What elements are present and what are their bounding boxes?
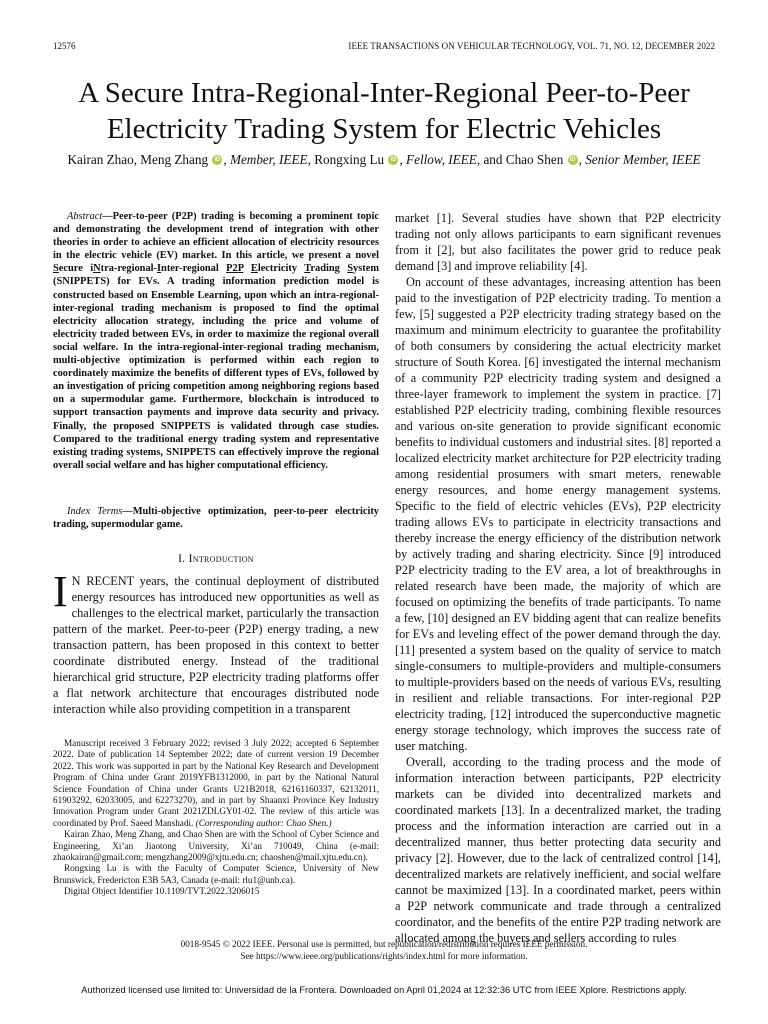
footnote-text: Manuscript received 3 February 2022; revised 3 July 2022; accepted 6 September 2022. Date of publication 14 September 2022; date of current version 19 December 2022. This work was supported in part by the National Key Research and Development Program of China under Grant 2019YFB1312000, in part by the National Natural Science Foundation of China under Grants U21B2018, 62161160337, 62132011, 61903292, 62033005, and 62273270), and in part by Shaanxi Province Key Industry Innovation Program under Grant 2021ZDLGY01-02. The review of this article was coordinated by Prof. Saeed Manshadi.	[53, 738, 379, 828]
abstract-label: Abstract	[67, 211, 103, 222]
intro-text: N RECENT years, the continual deployment of distributed energy resources has introduced new opportunities as well as challenges to the electrical market, particularly the transaction pattern of the market. Peer-to-peer (P2P) energy trading, a new transaction pattern, has been proposed in this context to better coordinate distributed energy. Instead of the traditional hierarchical grid structure, P2P electricity trading platforms offer a flat network architecture that encourages distributed node interaction while also providing competition in a transparent	[53, 574, 379, 716]
right-column-body	[395, 210, 721, 946]
paper-title: A Secure Intra-Regional-Inter-Regional Peer-to-Peer Electricity Trading System for Electric Vehicles	[78, 77, 690, 145]
abstract-text: lectricity	[257, 263, 305, 275]
footnote-affiliation-1: Kairan Zhao, Meng Zhang, and Chao Shen are with the School of Cyber Science and Engineering, Xi’an Jiaotong University, Xi’an 710049, China (e-mail: zhaokairan@gmail.com; mengzhang2009@xjtu.edu.cn; chaoshen@mail.xjtu.edu.cn).	[53, 829, 379, 863]
footnote-affiliation-2: Rongxing Lu is with the Faculty of Computer Science, University of New Brunswick, Fredericton E3B 5A3, Canada (e-mail: rlu1@unb.ca).	[53, 863, 379, 885]
section-heading	[53, 553, 379, 565]
intro-paragraph	[53, 567, 379, 717]
abstract	[53, 210, 379, 472]
author-name-3: and Chao Shen	[483, 152, 564, 167]
orcid-icon[interactable]: iD	[569, 157, 576, 163]
index-terms	[53, 505, 379, 531]
footnote-doi: Digital Object Identifier 10.1109/TVT.2022.3206015	[64, 886, 260, 897]
abstract-acronym-letter: S	[347, 263, 354, 275]
abstract-text: ecure i	[58, 263, 94, 275]
footnote	[53, 738, 379, 898]
abstract-acronym-letter: P2P	[226, 263, 244, 275]
index-terms-label: Index Terms	[67, 506, 123, 517]
body-paragraph: On account of these advantages, increasing attention has been paid to the investigation of P2P electricity trading. To mention a few, [5] suggested a P2P electricity trading strategy based on the maximum and minimum electricity to guarantee the profitability of both consumers by considering the actual electricity market structure of South Korea. [6] investigated the internal mechanism of a community P2P electricity trading system and designed a three-layer framework to implement the system in practice. [7] established P2P electricity trading, combining flexible resources and various on-site generation to provide significant economic benefits to individual customers and industrial sites. [8] reported a localized electricity market architecture for P2P electricity trading among residential prosumers with smart meters, renewable energy resources, and home energy management systems. Specific to the field of electric vehicles (EVs), P2P electricity trading allows EVs to participate in electricity transactions and thereby increase the energy efficiency of the distribution network by actively trading and sharing electricity. Since [9] introduced P2P electricity trading to the EV area, a lot of breakthroughs in related research have been made, the majority of which are focused on optimizing the benefits of trade participants. To name a few, [10] designed an EV bidding agent that can realize benefits for EVs and leveling effect of the power demand through the day. [11] presented a system based on the quality of service to match single-consumers to multiple-providers and multiple-consumers to multiple-providers based on the needs of various EVs, resulting in resilient and reliable transactions. For inter-regional P2P electricity trading, [12] introduced the superconductive magnetic energy storage technology, which improves the success rate of user matching.	[395, 275, 721, 753]
footnote-manuscript	[53, 738, 379, 829]
author-role-1: Member, IEEE	[229, 152, 308, 167]
abstract-acronym-letter: E	[250, 263, 258, 275]
body-paragraph: Overall, according to the trading process and the mode of information interaction between participants, P2P electricity markets can be divided into decentralized markets and coordinated markets [13]. In a decentralized market, the trading process and the information interaction are carried out in a decentralized manner, thus better protecting data security and privacy [2]. However, due to the lack of centralized control [14], decentralized markets are relatively inefficient, and social welfare cannot be maximized [13]. In a coordinated market, peers within a P2P network communicate and trade through a centralized coordinator, and the benefits of the entire P2P trading network are allocated among the buyers and sellers according to rules	[395, 755, 721, 945]
copyright-line: 0018-9545 © 2022 IEEE. Personal use is permitted, but republication/redistribution requires IEEE permission.	[180, 939, 588, 949]
abstract-text: tra-regional-	[100, 263, 157, 275]
orcid-icon[interactable]: iD	[390, 157, 397, 163]
drop-cap: I	[53, 567, 68, 616]
abstract-text: rading	[310, 263, 348, 275]
abstract-acronym-letter: S	[53, 263, 59, 275]
abstract-text: nter-regional	[161, 263, 227, 275]
author-name-2: Rongxing Lu	[314, 152, 385, 167]
section-title: Introduction	[188, 553, 254, 565]
abstract-acronym-letter: I	[157, 263, 162, 275]
rights-line: See https://www.ieee.org/publications/rights/index.html for more information.	[240, 951, 528, 961]
abstract-acronym-letter: T	[304, 263, 311, 275]
index-terms-text: —Multi-objective optimization, peer-to-peer electricity trading, supermodular game.	[53, 506, 379, 531]
orcid-icon[interactable]: iD	[214, 157, 221, 163]
body-paragraph: market [1]. Several studies have shown that P2P electricity trading not only allows participants to earn significant revenues from it [2], but also facilitates the power grid to reduce peak demand [3] and improve reliability [4].	[395, 211, 721, 273]
abstract-text: ystem (SNIPPETS) for EVs. A trading information prediction model is constructed based on Ensemble Learning, upon which an intra-regional-inter-regional trading mechanism is proposed to find the optimal electricity allocation strategy, including the price and volume of electricity traded between EVs, in order to maximize the regional overall social welfare. In the intra-regional-inter-regional trading mechanism, multi-objective optimization is performed within each region to coordinately maximize the benefits of different types of EVs, followed by an investigation of pricing competition among neighboring regions based on a supermodular game. Furthermore, blockchain is introduced to support transaction payments and improve data security and privacy. Finally, the proposed SNIPPETS is validated through case studies. Compared to the traditional energy trading system and representative existing trading systems, SNIPPETS can effectively improve the regional overall social welfare and has higher computational efficiency.	[53, 263, 380, 471]
journal-header: IEEE TRANSACTIONS ON VEHICULAR TECHNOLOGY, VOL. 71, NO. 12, DECEMBER 2022	[348, 41, 715, 51]
author-list: Kairan Zhao, Meng Zhang iD , Member, IEEE, Rongxing Lu iD , Fellow, IEEE, and Chao Shen iD , Senior Member, IEEE	[67, 152, 701, 167]
page-number: 12576	[53, 41, 76, 51]
author-names-1: Kairan Zhao, Meng Zhang	[67, 152, 209, 167]
abstract-text: —Peer-to-peer (P2P) trading is becoming a prominent topic and demonstrating the development trend of integration with other theories in order to achieve an efficient allocation of electricity resources in the electric vehicle (EV) market. In this article, we present a novel	[53, 211, 379, 262]
license-footer: Authorized licensed use limited to: Universidad de la Frontera. Downloaded on April 01,2024 at 12:32:36 UTC from IEEE Xplore. Restrictions apply.	[81, 985, 687, 995]
corresponding-author: (Corresponding author: Chao Shen.)	[195, 817, 332, 828]
abstract-acronym-letter: N	[93, 263, 101, 275]
abstract-text	[243, 263, 250, 274]
section-number: I.	[178, 553, 186, 565]
author-role-2: Fellow, IEEE	[406, 152, 477, 167]
author-role-3: Senior Member, IEEE	[585, 152, 701, 167]
copyright-notice	[40, 938, 728, 962]
